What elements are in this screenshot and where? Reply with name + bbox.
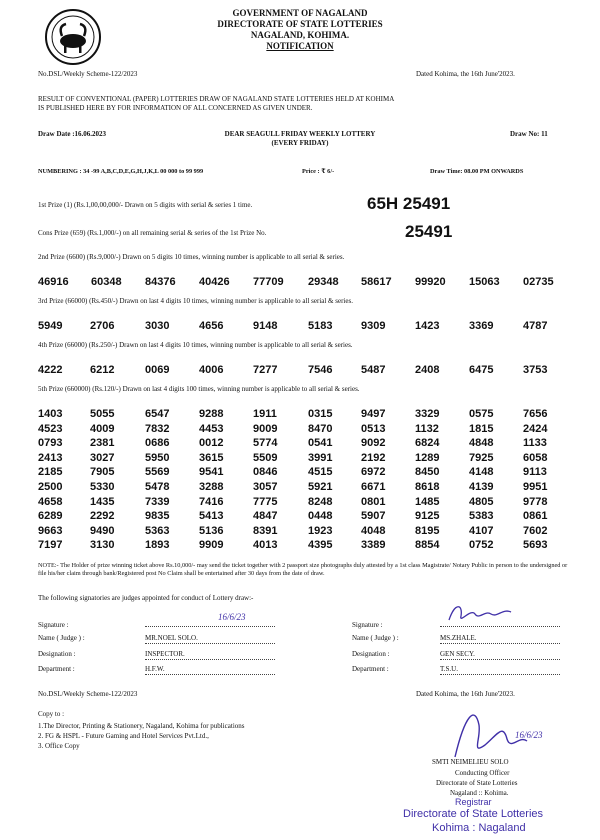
fifth-prize-number: 9490 [90, 524, 115, 537]
fifth-prize-number: 6972 [361, 466, 386, 479]
fifth-prize-number: 3991 [308, 451, 333, 464]
ticket-price: Price : ₹ 6/- [302, 168, 335, 175]
fifth-prize-number: 2413 [38, 451, 63, 464]
fifth-prize-number: 8470 [308, 422, 333, 435]
fifth-prize-number: 5478 [145, 481, 170, 493]
stamp-line1: Registrar [455, 797, 492, 807]
fifth-prize-number: 2381 [90, 437, 115, 450]
second-prize-number: 29348 [308, 276, 339, 288]
fifth-prize-number: 7197 [38, 539, 63, 552]
fifth-prize-number: 5693 [523, 539, 548, 552]
fifth-prize-number: 4515 [308, 466, 333, 479]
third-prize-number: 2706 [90, 320, 115, 332]
second-prize-label: 2nd Prize (6600) (Rs.9,000/-) Drawn on 5 digits 10 times, winning number is applicable to all serial & series. [38, 253, 345, 261]
fifth-prize-number: 1435 [90, 495, 115, 508]
fifth-prize-number: 8248 [308, 495, 333, 508]
fifth-prize-number: 4453 [199, 422, 224, 435]
third-prize-number: 9148 [253, 320, 278, 332]
third-prize-number: 3369 [469, 320, 494, 332]
fifth-prize-number: 4139 [469, 481, 494, 493]
fifth-prize-number: 0513 [361, 422, 386, 435]
fifth-prize-number: 1923 [308, 524, 333, 537]
fifth-prize-number: 9113 [523, 466, 547, 479]
fifth-prize-number: 9835 [145, 510, 170, 523]
second-prize-number: 15063 [469, 276, 500, 288]
fifth-prize-number: 1403 [38, 408, 63, 420]
third-prize-number: 9309 [361, 320, 386, 332]
third-prize-label: 3rd Prize (66000) (Rs.450/-) Drawn on last 4 digits 10 times, winning number is applicable to all serial & series. [38, 297, 353, 305]
fifth-prize-number: 0801 [361, 495, 386, 508]
second-prize-number: 40426 [199, 276, 230, 288]
fifth-prize-number: 5363 [145, 524, 170, 537]
fifth-prize-number: 5921 [308, 481, 333, 493]
fifth-prize-number: 8391 [253, 524, 278, 537]
third-prize-number: 1423 [415, 320, 440, 332]
draw-time: Draw Time: 08.00 PM ONWARDS [430, 168, 524, 175]
second-prize-number: 46916 [38, 276, 69, 288]
judge2-signature [445, 600, 525, 633]
reference-number-2: No.DSL/Weekly Scheme-122/2023 [38, 690, 138, 698]
fourth-prize-number: 2408 [415, 364, 440, 376]
fifth-prize-number: 4009 [90, 422, 115, 435]
third-prize-number: 5949 [38, 320, 63, 332]
first-prize-label: 1st Prize (1) (Rs.1,00,00,000/- Drawn on 5 digits with serial & series 1 time. [38, 201, 253, 209]
judges-intro: The following signatories are judges appointed for conduct of Lottery draw:- [38, 594, 254, 602]
copy-item-3: 3. Office Copy [38, 742, 80, 750]
fifth-prize-number: 4805 [469, 495, 494, 508]
judge1-name-label: Name ( Judge ) : [38, 634, 85, 642]
cons-prize-number: 25491 [405, 222, 453, 241]
fifth-prize-number: 7775 [253, 495, 278, 508]
fifth-prize-number: 0686 [145, 437, 170, 450]
note-text: NOTE:- The Holder of prize winning ticket above Rs.10,000/- may send the ticket together with 2 passport size photographs duly attested by a 1st class Magistrate/ Notary Public in person to the undersigned or file his/her claim through bank/Registered post No Claim shall be entertained after 30 days from the date of draw. [38, 562, 568, 577]
draw-number: Draw No: 11 [510, 130, 548, 138]
fourth-prize-number: 6212 [90, 364, 115, 376]
officer-signature-date: 16/6/23 [515, 730, 543, 740]
fifth-prize-number: 4048 [361, 524, 386, 537]
fifth-prize-number: 9092 [361, 437, 386, 450]
stamp-line2: Directorate of State Lotteries [403, 808, 544, 820]
fifth-prize-number: 0448 [308, 510, 333, 523]
fifth-prize-number: 0793 [38, 437, 63, 450]
fifth-prize-number: 8195 [415, 524, 440, 537]
reference-number: No.DSL/Weekly Scheme-122/2023 [38, 70, 138, 78]
judge1-signature-date: 16/6/23 [218, 612, 246, 622]
header-line4: NOTIFICATION [266, 41, 334, 51]
fifth-prize-number: 7602 [523, 524, 548, 537]
fifth-prize-number: 9541 [199, 466, 224, 479]
fifth-prize-number: 3615 [199, 451, 224, 464]
fifth-prize-number: 7416 [199, 495, 224, 508]
fourth-prize-number: 3753 [523, 364, 548, 376]
fifth-prize-number: 4107 [469, 524, 494, 537]
fourth-prize-number: 7546 [308, 364, 333, 376]
fourth-prize-numbers [38, 364, 568, 378]
fifth-prize-number: 3389 [361, 539, 386, 552]
fifth-prize-number: 2292 [90, 510, 115, 523]
fifth-prize-number: 6289 [38, 510, 63, 523]
dated-text: Dated Kohima, the 16th June'2023. [416, 70, 515, 78]
fifth-prize-number: 9663 [38, 524, 63, 537]
third-prize-number: 4787 [523, 320, 548, 332]
fifth-prize-number: 5509 [253, 451, 278, 464]
fifth-prize-number: 7656 [523, 408, 548, 420]
second-prize-number: 84376 [145, 276, 176, 288]
fifth-prize-number: 2500 [38, 481, 63, 493]
fifth-prize-number: 4847 [253, 510, 278, 523]
fifth-prize-number: 3057 [253, 481, 278, 493]
fifth-prize-number: 2424 [523, 422, 548, 435]
copy-item-2: 2. FG & HSPL - Future Gaming and Hotel Services Pvt.Ltd., [38, 732, 209, 740]
fifth-prize-number: 6671 [361, 481, 386, 493]
header-line2: DIRECTORATE OF STATE LOTTERIES [217, 19, 383, 29]
draw-date: Draw Date :16.06.2023 [38, 130, 107, 138]
fifth-prize-number: 5907 [361, 510, 386, 523]
numbering: NUMBERING : 34 -99 A,B,C,D,E,G,H,J,K,L 00 000 to 99 999 [38, 168, 204, 175]
third-prize-number: 5183 [308, 320, 333, 332]
fifth-prize-number: 9009 [253, 422, 278, 435]
fifth-prize-number: 1911 [253, 408, 277, 420]
judge2-department: T.S.U. [440, 665, 560, 675]
fifth-prize-number: 4523 [38, 422, 63, 435]
judge1-designation-label: Designation : [38, 650, 76, 658]
fifth-prize-number: 9909 [199, 539, 224, 552]
dated-text-2: Dated Kohima, the 16th June'2023. [416, 690, 515, 698]
fourth-prize-number: 7277 [253, 364, 278, 376]
lottery-subtitle: (EVERY FRIDAY) [271, 139, 329, 147]
fifth-prize-grid [38, 408, 568, 554]
fifth-prize-number: 0012 [199, 437, 224, 450]
copy-to-label: Copy to : [38, 710, 65, 718]
fifth-prize-number: 7339 [145, 495, 170, 508]
copy-item-1: 1.The Director, Printing & Stationery, Nagaland, Kohima for publications [38, 722, 245, 730]
fifth-prize-number: 0575 [469, 408, 494, 420]
lottery-name: DEAR SEAGULL FRIDAY WEEKLY LOTTERY [224, 130, 376, 138]
fifth-prize-number: 9125 [415, 510, 440, 523]
header-line3: NAGALAND, KOHIMA. [250, 30, 350, 40]
fifth-prize-number: 0541 [308, 437, 333, 450]
fourth-prize-label: 4th Prize (66000) (Rs.250/-) Drawn on last 4 digits 10 times, winning number is applicable to all serial & series. [38, 341, 353, 349]
judge1-department-label: Department : [38, 665, 75, 673]
header-line1: GOVERNMENT OF NAGALAND [232, 8, 368, 18]
fifth-prize-number: 8854 [415, 539, 440, 552]
officer-department: Directorate of State Lotteries [436, 779, 518, 787]
fifth-prize-number: 3130 [90, 539, 115, 552]
intro-line1: RESULT OF CONVENTIONAL (PAPER) LOTTERIES DRAW OF NAGALAND STATE LOTTERIES HELD AT KOHIMA [38, 95, 395, 103]
fifth-prize-number: 5950 [145, 451, 170, 464]
fifth-prize-number: 3027 [90, 451, 115, 464]
judge1-designation: INSPECTOR. [145, 650, 275, 660]
second-prize-number: 02735 [523, 276, 554, 288]
second-prize-number: 58617 [361, 276, 392, 288]
third-prize-number: 3030 [145, 320, 170, 332]
judge1-department: H.F.W. [145, 665, 275, 675]
second-prize-number: 99920 [415, 276, 446, 288]
fifth-prize-number: 0846 [253, 466, 278, 479]
fourth-prize-number: 4222 [38, 364, 63, 376]
fifth-prize-label: 5th Prize (660000) (Rs.120/-) Drawn on last 4 digits 100 times, winning number is applicable to all serial & series. [38, 385, 360, 393]
fifth-prize-number: 9497 [361, 408, 386, 420]
first-prize-number: 65H 25491 [367, 194, 451, 213]
fifth-prize-number: 5330 [90, 481, 115, 493]
second-prize-number: 77709 [253, 276, 284, 288]
officer-title: Conducting Officer [455, 769, 510, 777]
header-line4-wrap [0, 41, 600, 52]
fifth-prize-number: 4848 [469, 437, 494, 450]
second-prize-numbers [38, 276, 568, 290]
third-prize-numbers [38, 320, 568, 334]
fifth-prize-number: 6547 [145, 408, 170, 420]
fifth-prize-number: 7925 [469, 451, 494, 464]
fifth-prize-number: 2185 [38, 466, 63, 479]
fifth-prize-number: 7832 [145, 422, 170, 435]
third-prize-number: 4656 [199, 320, 224, 332]
judge2-name-label: Name ( Judge ) : [352, 634, 399, 642]
fifth-prize-number: 5413 [199, 510, 224, 523]
fifth-prize-number: 4395 [308, 539, 333, 552]
fifth-prize-number: 2192 [361, 451, 386, 464]
intro-line2: IS PUBLISHED HERE BY FOR INFORMATION OF ALL CONCERNED AS GIVEN UNDER. [38, 104, 313, 112]
judge2-designation: GEN SECY. [440, 650, 560, 660]
stamp-line3: Kohima : Nagaland [432, 822, 526, 834]
fourth-prize-number: 0069 [145, 364, 170, 376]
judge1-signature-line [145, 626, 275, 627]
judge2-designation-label: Designation : [352, 650, 390, 658]
fifth-prize-number: 5383 [469, 510, 494, 523]
fifth-prize-number: 5136 [199, 524, 224, 537]
fifth-prize-number: 4148 [469, 466, 494, 479]
fifth-prize-number: 1485 [415, 495, 440, 508]
fifth-prize-number: 8450 [415, 466, 440, 479]
fifth-prize-number: 4658 [38, 495, 63, 508]
fifth-prize-number: 1132 [415, 422, 439, 435]
fourth-prize-number: 4006 [199, 364, 224, 376]
judge2-name: MS.ZHALE. [440, 634, 560, 644]
fifth-prize-number: 0752 [469, 539, 494, 552]
fifth-prize-number: 0861 [523, 510, 548, 523]
fifth-prize-number: 5055 [90, 408, 115, 420]
fifth-prize-number: 7905 [90, 466, 115, 479]
fifth-prize-number: 1289 [415, 451, 440, 464]
fifth-prize-number: 6058 [523, 451, 548, 464]
fifth-prize-number: 1815 [469, 422, 494, 435]
fifth-prize-number: 5569 [145, 466, 170, 479]
fifth-prize-number: 1893 [145, 539, 170, 552]
judge2-signature-label: Signature : [352, 621, 383, 629]
officer-place: Nagaland :: Kohima. [450, 789, 509, 797]
cons-prize-label: Cons Prize (659) (Rs.1,000/-) on all remaining serial & series of the 1st Prize No. [38, 229, 267, 237]
judge2-department-label: Department : [352, 665, 389, 673]
second-prize-number: 60348 [91, 276, 122, 288]
fifth-prize-number: 0315 [308, 408, 333, 420]
fifth-prize-number: 3329 [415, 408, 440, 420]
fifth-prize-number: 9778 [523, 495, 548, 508]
fifth-prize-number: 8618 [415, 481, 440, 493]
fifth-prize-number: 4013 [253, 539, 278, 552]
fifth-prize-number: 6824 [415, 437, 440, 450]
fourth-prize-number: 6475 [469, 364, 494, 376]
fifth-prize-number: 3288 [199, 481, 224, 493]
judge1-signature-label: Signature : [38, 621, 69, 629]
fifth-prize-number: 1133 [523, 437, 547, 450]
fifth-prize-number: 9951 [523, 481, 548, 493]
officer-name: SMTI NEIMELIEU SOLO [432, 758, 509, 766]
fourth-prize-number: 5487 [361, 364, 386, 376]
fifth-prize-number: 9288 [199, 408, 224, 420]
fifth-prize-number: 5774 [253, 437, 278, 450]
judge1-name: MR.NOEL SOLO. [145, 634, 275, 644]
